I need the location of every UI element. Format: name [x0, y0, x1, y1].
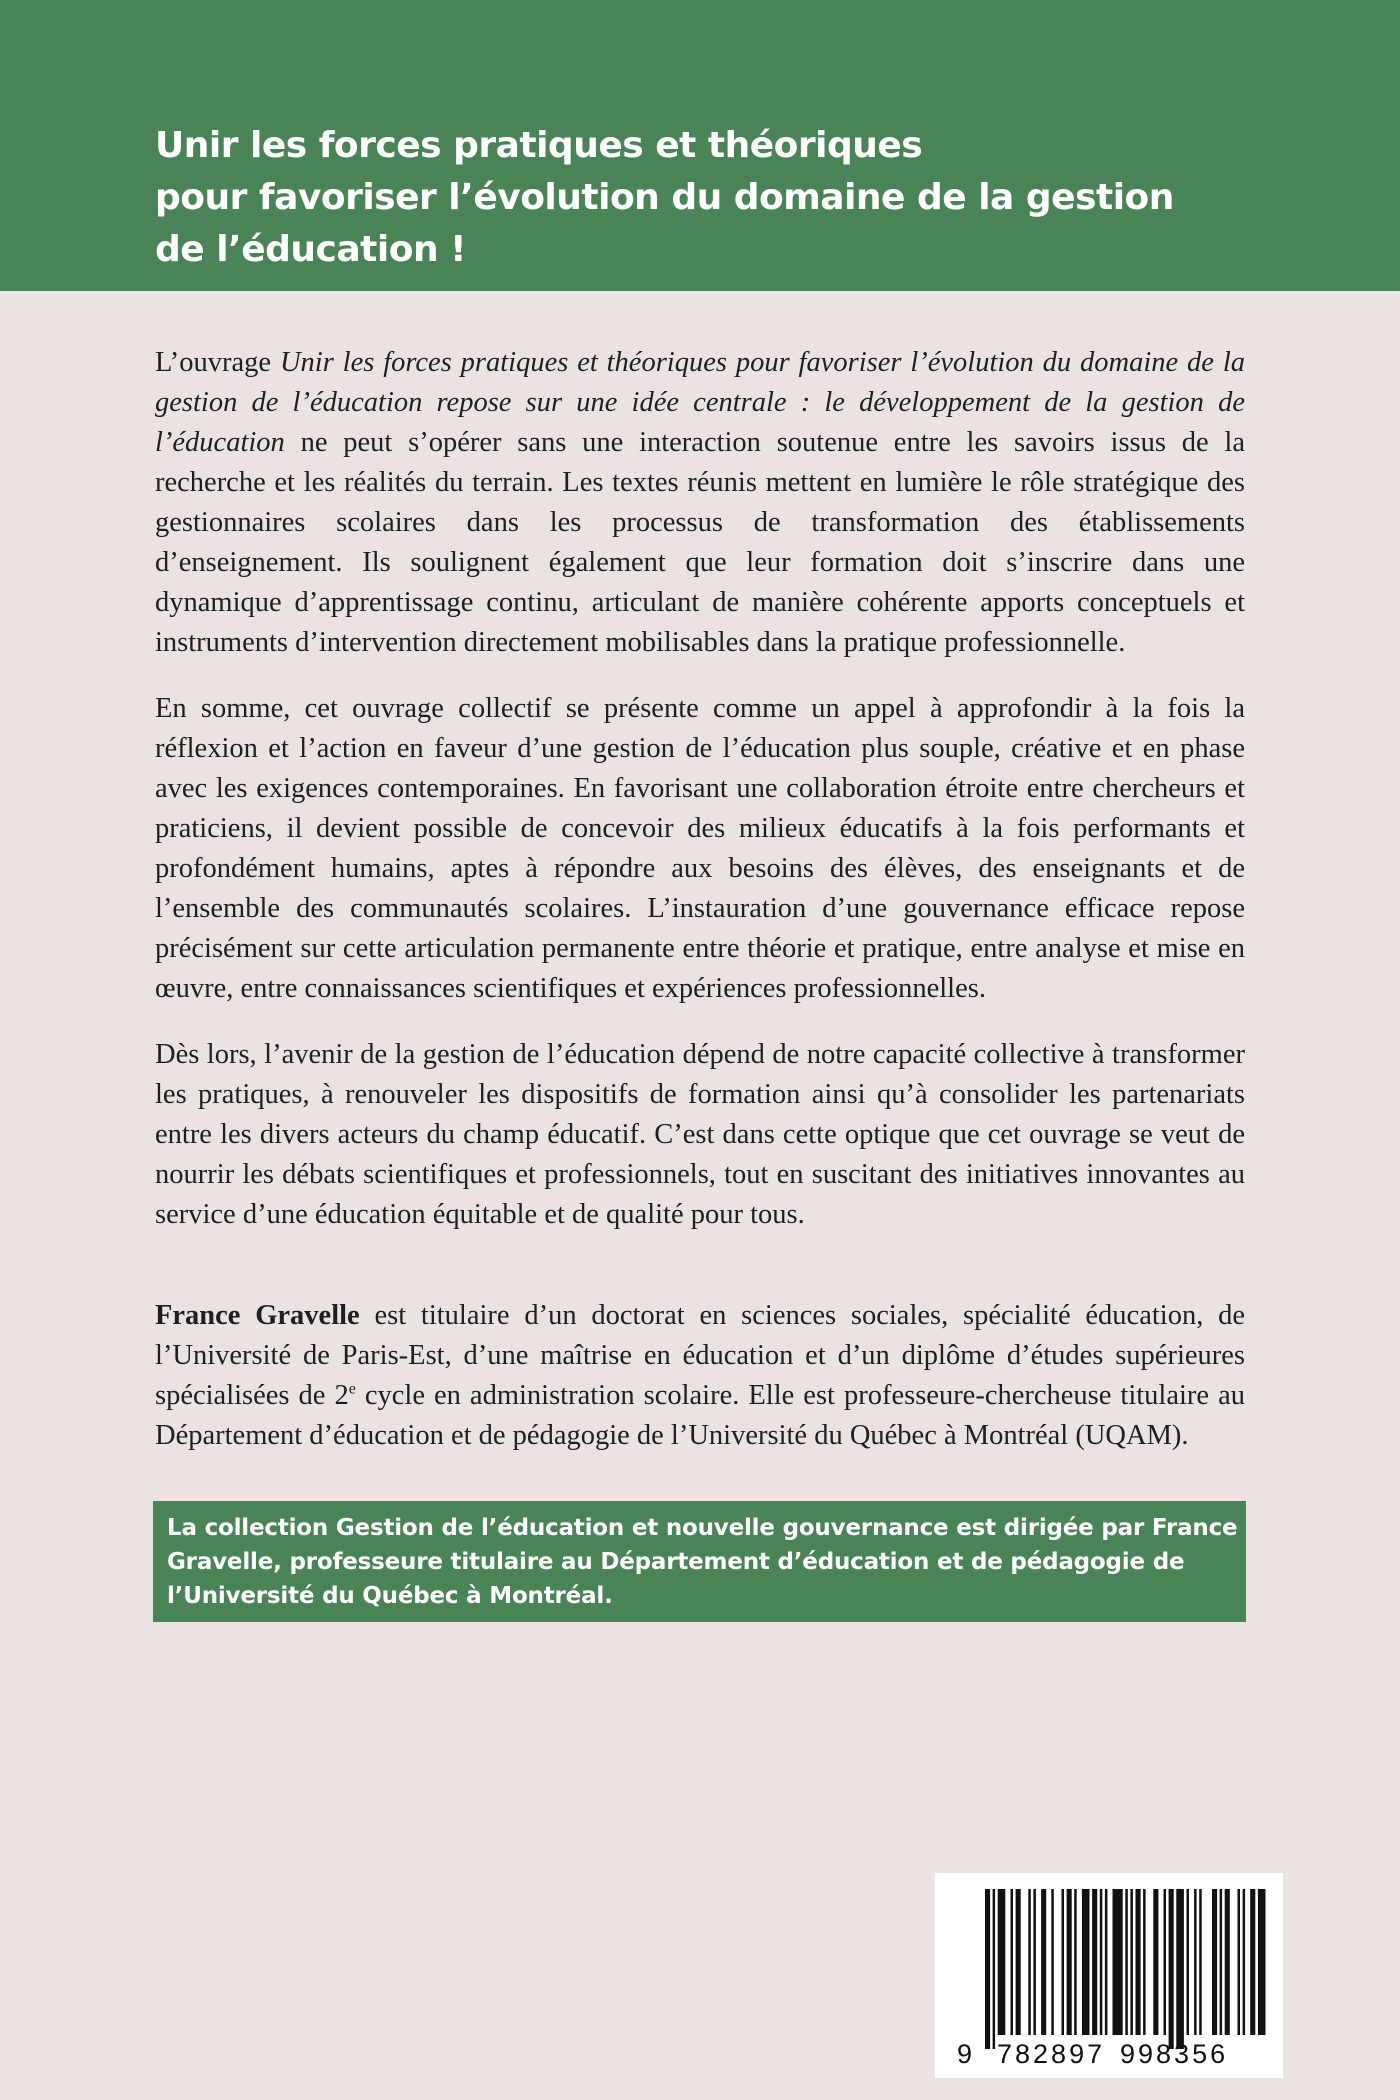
- barcode-bar: [1143, 1889, 1146, 2035]
- book-title-italic: Unir les forces pratiques et théoriques pour favoriser l’évolution du domaine de la gestion de l’éducation repose sur une idée centrale : le développement de la gestion de l’éducation: [155, 347, 1246, 458]
- barcode-bar: [1082, 1889, 1090, 2035]
- barcode-bar: [1187, 1889, 1190, 2035]
- barcode-bar: [1153, 1889, 1158, 2035]
- headline-line-3: de l’éducation !: [155, 229, 467, 270]
- barcode-bar: [1225, 1889, 1230, 2035]
- barcode-bar: [998, 1889, 1006, 2035]
- collection-note-box: [153, 1501, 1246, 1622]
- barcode-bar: [1100, 1889, 1103, 2035]
- author-bio: [155, 1296, 1245, 1456]
- ordinal-superscript: e: [348, 1380, 356, 1398]
- collection-line-1: La collection Gestion de l’éducation et nouvelle gouvernance est dirigée par France: [167, 1515, 1238, 1541]
- barcode-bar: [1074, 1889, 1077, 2035]
- description-intro: L’ouvrage: [155, 347, 280, 378]
- barcode-bar: [1041, 1889, 1046, 2035]
- barcode-bar: [1238, 1889, 1241, 2035]
- isbn-digits-group-1: 782897: [997, 2039, 1106, 2069]
- barcode-bar: [1164, 1889, 1167, 2035]
- barcode-bar: [1194, 1889, 1197, 2035]
- barcode-bar: [1199, 1889, 1202, 2035]
- description-paragraph-1: [155, 343, 1245, 663]
- barcode-bar: [1130, 1889, 1133, 2035]
- barcode-bar: [985, 1889, 990, 2049]
- barcode-bar: [1176, 1889, 1184, 2049]
- author-name: France Gravelle: [155, 1300, 360, 1331]
- header-band: [0, 0, 1400, 291]
- barcode-bar: [1125, 1889, 1128, 2035]
- barcode-bar: [1028, 1889, 1031, 2035]
- barcode-bar: [1169, 1889, 1174, 2049]
- barcode-bar: [1062, 1889, 1065, 2035]
- description-paragraph-2: En somme, cet ouvrage collectif se présente comme un appel à approfondir à la fois la réflexion et l’action en faveur d’une gestion de l’éducation plus souple, créative et en phase avec les exigences contemporaines. En favorisant une collaboration étroite entre chercheurs et praticiens, il devient possible de concevoir des milieux éducatifs à la fois performants et profondément humains, aptes à répondre aux besoins des élèves, des enseignants et de l’ensemble des communautés scolaires. L’instauration d’une gouvernance efficace repose précisément sur cette articulation permanente entre théorie et pratique, entre analyse et mise en œuvre, entre connaissances scientifiques et expériences professionnelles.: [155, 693, 1245, 1004]
- barcode-bar: [1067, 1889, 1072, 2035]
- collection-line-2: Gravelle, professeure titulaire au Département d’éducation et de pédagogie de: [167, 1549, 1185, 1575]
- isbn-lead-digit: 9: [957, 2039, 973, 2069]
- barcode-bar: [1113, 1889, 1123, 2035]
- barcode-bar: [1220, 1889, 1223, 2035]
- headline-line-2: pour favoriser l’évolution du domaine de la gestion: [155, 177, 1174, 218]
- barcode-bar: [1051, 1889, 1054, 2035]
- isbn-barcode: [935, 1873, 1283, 2078]
- barcode-bar: [1011, 1889, 1014, 2035]
- author-bio-text-2: cycle en administration scolaire. Elle est professeure-chercheuse titulaire au Département d’éducation et de pédagogie de l’Université du Québec à Montréal (UQAM).: [155, 1380, 1245, 1451]
- barcode-bar: [1243, 1889, 1246, 2035]
- barcode-bar: [1105, 1889, 1108, 2035]
- barcode-graphic: [935, 1873, 1283, 2078]
- barcode-bars: [985, 1889, 1266, 2049]
- barcode-bar: [1016, 1889, 1021, 2035]
- barcode-bar: [1092, 1889, 1097, 2035]
- cover-headline: [155, 120, 1275, 276]
- collection-note: [167, 1511, 1238, 1613]
- description-paragraph-3: Dès lors, l’avenir de la gestion de l’éducation dépend de notre capacité collective à transformer les pratiques, à renouveler les dispositifs de formation ainsi qu’à consolider les partenariats entre les divers acteurs du champ éducatif. C’est dans cette optique que cet ouvrage se veut de nourrir les débats scientifiques et professionnels, tout en suscitant des initiatives innovantes au service d’une éducation équitable et de qualité pour tous.: [155, 1039, 1245, 1230]
- barcode-bar: [1033, 1889, 1036, 2035]
- isbn-digits-group-2: 998356: [1120, 2039, 1229, 2069]
- barcode-bar: [1250, 1889, 1255, 2035]
- headline-line-1: Unir les forces pratiques et théoriques: [155, 125, 923, 166]
- barcode-bar: [993, 1889, 996, 2049]
- collection-line-3: l’Université du Québec à Montréal.: [167, 1583, 613, 1609]
- barcode-bar: [1136, 1889, 1141, 2035]
- book-description: [155, 343, 1245, 1261]
- barcode-bar: [1212, 1889, 1217, 2035]
- description-continuation: ne peut s’opérer sans une interaction soutenue entre les savoirs issus de la recherche et les réalités du terrain. Les textes réunis mettent en lumière le rôle stratégique des gestionnaires scolaires dans les processus de transformation des établissements d’enseignement. Ils soulignent également que leur formation doit s’inscrire dans une dynamique d’apprentissage continu, articulant de manière cohérente apports conceptuels et instruments d’intervention directement mobilisables dans la pratique professionnelle.: [155, 427, 1245, 658]
- barcode-bar: [1258, 1889, 1266, 2035]
- author-bio-text-1: est titulaire d’un doctorat en sciences sociales, spécialité éducation, de l’Université de Paris-Est, d’une maîtrise en éducation et d’un diplôme d’études supérieures spécialisées de 2: [155, 1300, 1245, 1411]
